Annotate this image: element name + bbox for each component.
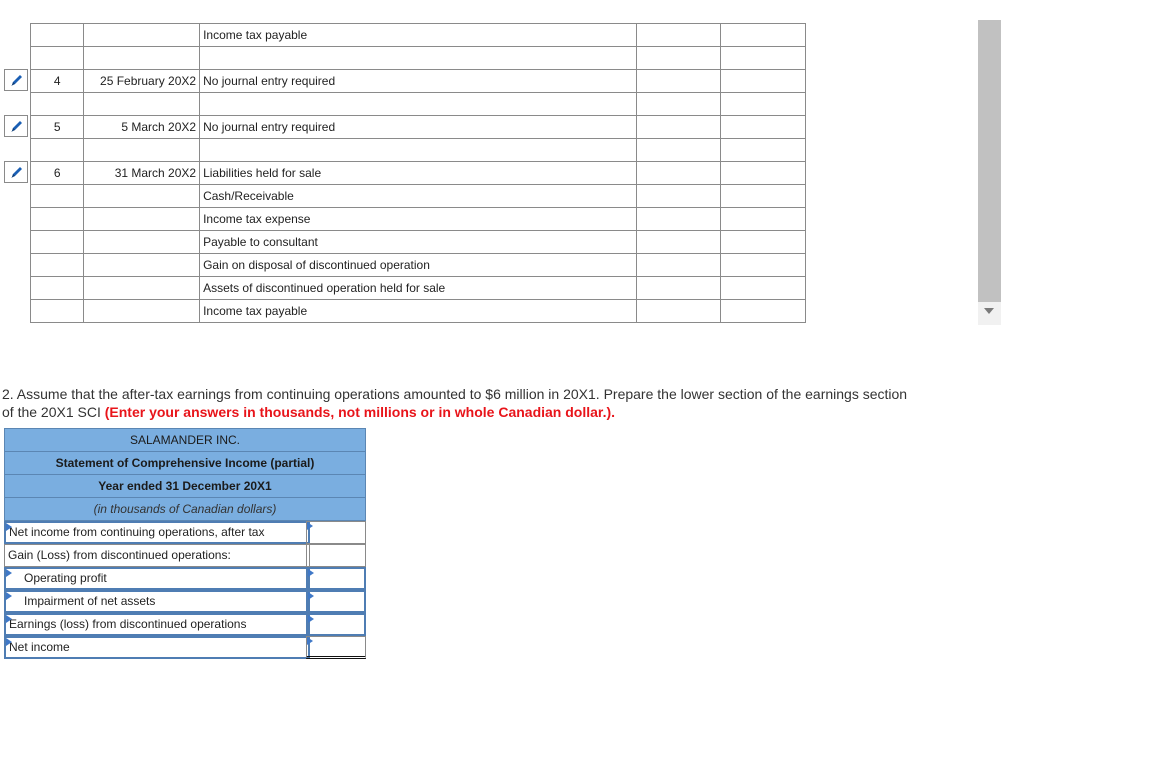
entry-number: 4 [31, 70, 84, 93]
credit-cell[interactable] [721, 116, 806, 139]
line-item-static [4, 544, 310, 567]
credit-cell[interactable] [721, 231, 806, 254]
entry-number [31, 139, 84, 162]
credit-cell[interactable] [721, 162, 806, 185]
pencil-icon [10, 119, 23, 133]
debit-cell[interactable] [636, 185, 721, 208]
dropdown-marker-icon [6, 523, 12, 531]
line-item-label: Impairment of net assets [24, 594, 156, 608]
debit-cell[interactable] [636, 139, 721, 162]
debit-cell[interactable] [636, 277, 721, 300]
entry-number [31, 277, 84, 300]
debit-cell[interactable] [636, 254, 721, 277]
table-row [31, 185, 806, 208]
credit-cell[interactable] [721, 24, 806, 47]
line-item-select[interactable] [4, 636, 310, 659]
line-item-select[interactable] [4, 567, 310, 590]
entry-date: 31 March 20X2 [84, 162, 200, 185]
entry-date [84, 24, 200, 47]
net-income-input[interactable] [306, 636, 366, 659]
statement-title: Statement of Comprehensive Income (partial) [4, 451, 366, 474]
table-row [31, 24, 806, 47]
pencil-icon [10, 73, 23, 87]
entry-date [84, 208, 200, 231]
entry-number [31, 300, 84, 323]
dropdown-marker-icon [308, 615, 314, 623]
line-item-label: Earnings (loss) from discontinued operations [9, 617, 247, 631]
sci-row [4, 521, 366, 544]
account-cell[interactable]: Income tax payable [200, 24, 637, 47]
table-row [31, 254, 806, 277]
debit-cell[interactable] [636, 116, 721, 139]
debit-cell[interactable] [636, 300, 721, 323]
entry-date: 5 March 20X2 [84, 116, 200, 139]
table-row [31, 162, 806, 185]
account-cell[interactable]: Income tax expense [200, 208, 637, 231]
journal-entries-table [30, 23, 806, 323]
amount-input[interactable] [306, 590, 366, 613]
amount-input[interactable] [306, 613, 366, 636]
line-item-select[interactable] [4, 613, 310, 636]
credit-cell[interactable] [721, 185, 806, 208]
dropdown-marker-icon [6, 569, 12, 577]
dropdown-marker-icon [6, 592, 12, 600]
credit-cell[interactable] [721, 47, 806, 70]
sci-row [4, 590, 366, 613]
credit-cell[interactable] [721, 70, 806, 93]
entry-date: 25 February 20X2 [84, 70, 200, 93]
amount-input[interactable] [306, 567, 366, 590]
entry-date [84, 231, 200, 254]
entry-number [31, 231, 84, 254]
statement-period: Year ended 31 December 20X1 [4, 474, 366, 497]
question-body: 2. Assume that the after-tax earnings from continuing operations amounted to $6 million in 20X1. Prepare the lower section of the earnings section of the 20X1 SCI [2, 386, 908, 420]
account-cell[interactable]: Income tax payable [200, 300, 637, 323]
debit-cell[interactable] [636, 162, 721, 185]
dropdown-marker-icon [308, 569, 314, 577]
dropdown-marker-icon [307, 522, 313, 530]
table-row [31, 300, 806, 323]
scroll-down-arrow-icon[interactable] [984, 308, 994, 314]
debit-cell[interactable] [636, 24, 721, 47]
credit-cell[interactable] [721, 277, 806, 300]
table-row [31, 231, 806, 254]
sci-row [4, 636, 366, 659]
line-item-label: Net income [9, 640, 70, 654]
line-item-label: Gain (Loss) from discontinued operations: [8, 548, 231, 562]
dropdown-marker-icon [308, 592, 314, 600]
account-cell[interactable]: Assets of discontinued operation held for sale [200, 277, 637, 300]
company-name: SALAMANDER INC. [4, 428, 366, 451]
entry-number [31, 185, 84, 208]
entry-date [84, 139, 200, 162]
entry-number: 6 [31, 162, 84, 185]
entry-date [84, 277, 200, 300]
dropdown-marker-icon [6, 638, 12, 646]
entry-date [84, 47, 200, 70]
credit-cell[interactable] [721, 139, 806, 162]
entry-date [84, 254, 200, 277]
edit-entry-5-button[interactable] [4, 115, 28, 137]
line-item-select[interactable] [4, 590, 310, 613]
debit-cell[interactable] [636, 93, 721, 116]
credit-cell[interactable] [721, 254, 806, 277]
account-cell[interactable]: No journal entry required [200, 116, 637, 139]
entry-date [84, 300, 200, 323]
account-cell[interactable]: No journal entry required [200, 70, 637, 93]
credit-cell[interactable] [721, 93, 806, 116]
table-row [31, 93, 806, 116]
account-cell[interactable]: Payable to consultant [200, 231, 637, 254]
entry-number [31, 47, 84, 70]
account-cell[interactable]: Cash/Receivable [200, 185, 637, 208]
entry-number [31, 93, 84, 116]
table-row [31, 47, 806, 70]
table-row [31, 139, 806, 162]
entry-number [31, 208, 84, 231]
account-cell[interactable] [200, 47, 637, 70]
entry-number [31, 254, 84, 277]
sci-row [4, 544, 366, 567]
line-item-label: Net income from continuing operations, after tax [9, 525, 265, 539]
line-item-label: Operating profit [24, 571, 107, 585]
edit-entry-6-button[interactable] [4, 161, 28, 183]
line-item-select[interactable] [4, 521, 310, 544]
scrollbar-thumb[interactable] [978, 20, 1001, 302]
credit-cell[interactable] [721, 208, 806, 231]
question-instruction: (Enter your answers in thousands, not millions or in whole Canadian dollar.). [104, 404, 616, 420]
account-cell[interactable]: Gain on disposal of discontinued operation [200, 254, 637, 277]
table-row [31, 70, 806, 93]
amount-input[interactable] [306, 521, 366, 544]
table-row [31, 277, 806, 300]
debit-cell[interactable] [636, 231, 721, 254]
statement-units: (in thousands of Canadian dollars) [4, 497, 366, 521]
account-cell[interactable] [200, 93, 637, 116]
account-cell[interactable] [200, 139, 637, 162]
sci-row [4, 567, 366, 590]
table-row [31, 208, 806, 231]
entry-date [84, 93, 200, 116]
pencil-icon [10, 165, 23, 179]
entry-number: 5 [31, 116, 84, 139]
amount-cell [306, 544, 366, 567]
debit-cell[interactable] [636, 70, 721, 93]
account-cell[interactable]: Liabilities held for sale [200, 162, 637, 185]
credit-cell[interactable] [721, 300, 806, 323]
debit-cell[interactable] [636, 208, 721, 231]
entry-date [84, 185, 200, 208]
sci-worksheet [4, 428, 366, 659]
entry-number [31, 24, 84, 47]
question-text [2, 385, 922, 421]
table-row [31, 116, 806, 139]
edit-entry-4-button[interactable] [4, 69, 28, 91]
dropdown-marker-icon [6, 615, 12, 623]
debit-cell[interactable] [636, 47, 721, 70]
dropdown-marker-icon [307, 637, 313, 645]
sci-row [4, 613, 366, 636]
vertical-scrollbar[interactable] [978, 20, 1001, 325]
